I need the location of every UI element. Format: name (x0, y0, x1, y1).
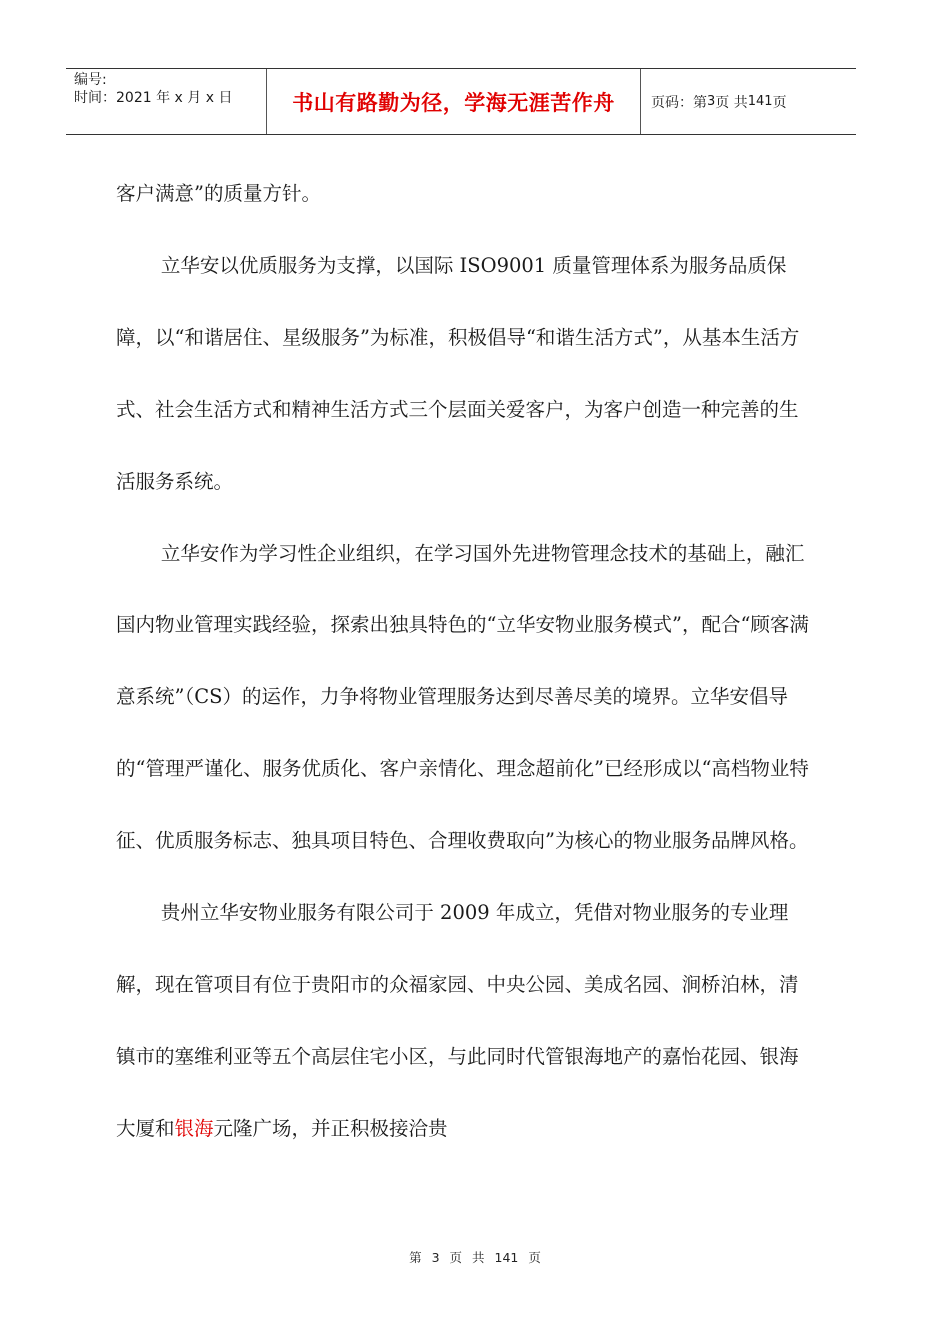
paragraph: 立华安以优质服务为支撑，以国际 ISO9001 质量管理体系为服务品质保障，以“和谐居住、星级服务”为标准，积极倡导“和谐生活方式”，从基本生活方式、社会生活方式和精神生活方式三个层面关爱客户，为客户创造一种完善的生活服务系统。 (116, 253, 800, 493)
document-body (116, 158, 816, 1165)
paragraph-text: 贵州立华安物业服务有限公司于 2009 年成立，凭借对物业服务的专业理解，现在管项目有位于贵阳市的众福家园、中央公园、美成名园、涧桥泊林，清镇市的塞维利亚等五个高层住宅小区，与此同时代管银海地产的嘉怡花园、银海大厦和 (116, 901, 799, 1140)
header-meta (66, 69, 267, 134)
document-number-label: 编号: (74, 72, 107, 88)
page-prefix: 页码：第 (651, 94, 707, 111)
paragraph-text: 元隆广场，并正积极接洽贵 (213, 1116, 448, 1140)
page-header (66, 68, 856, 135)
paragraph: 立华安作为学习性企业组织，在学习国外先进物管理念技术的基础上，融汇国内物业管理实践经验，探索出独具特色的“立华安物业服务模式”，配合“顾客满意系统”（CS）的运作，力争将物业管理服务达到尽善尽美的境界。立华安倡导的“管理严谨化、服务优质化、客户亲情化、理念超前化”已经形成以“高档物业特征、优质服务标志、独具项目特色、合理收费取向”为核心的物业服务品牌风格。 (116, 541, 809, 853)
header-page-info (641, 69, 856, 134)
header-motto: 书山有路勤为径，学海无涯苦作舟 (267, 69, 641, 134)
highlighted-text: 银海 (174, 1116, 214, 1140)
page-number: 3 (707, 94, 716, 109)
page-footer: 第 3 页 共 141 页 (409, 1250, 541, 1265)
document-date: 时间：2021 年 x 月 x 日 (74, 90, 233, 106)
page-mid: 页 共 (715, 94, 748, 111)
paragraph: 客户满意”的质量方针。 (116, 182, 321, 205)
page-total: 141 (747, 94, 773, 109)
paragraph (116, 877, 816, 1165)
page-suffix: 页 (772, 94, 787, 111)
